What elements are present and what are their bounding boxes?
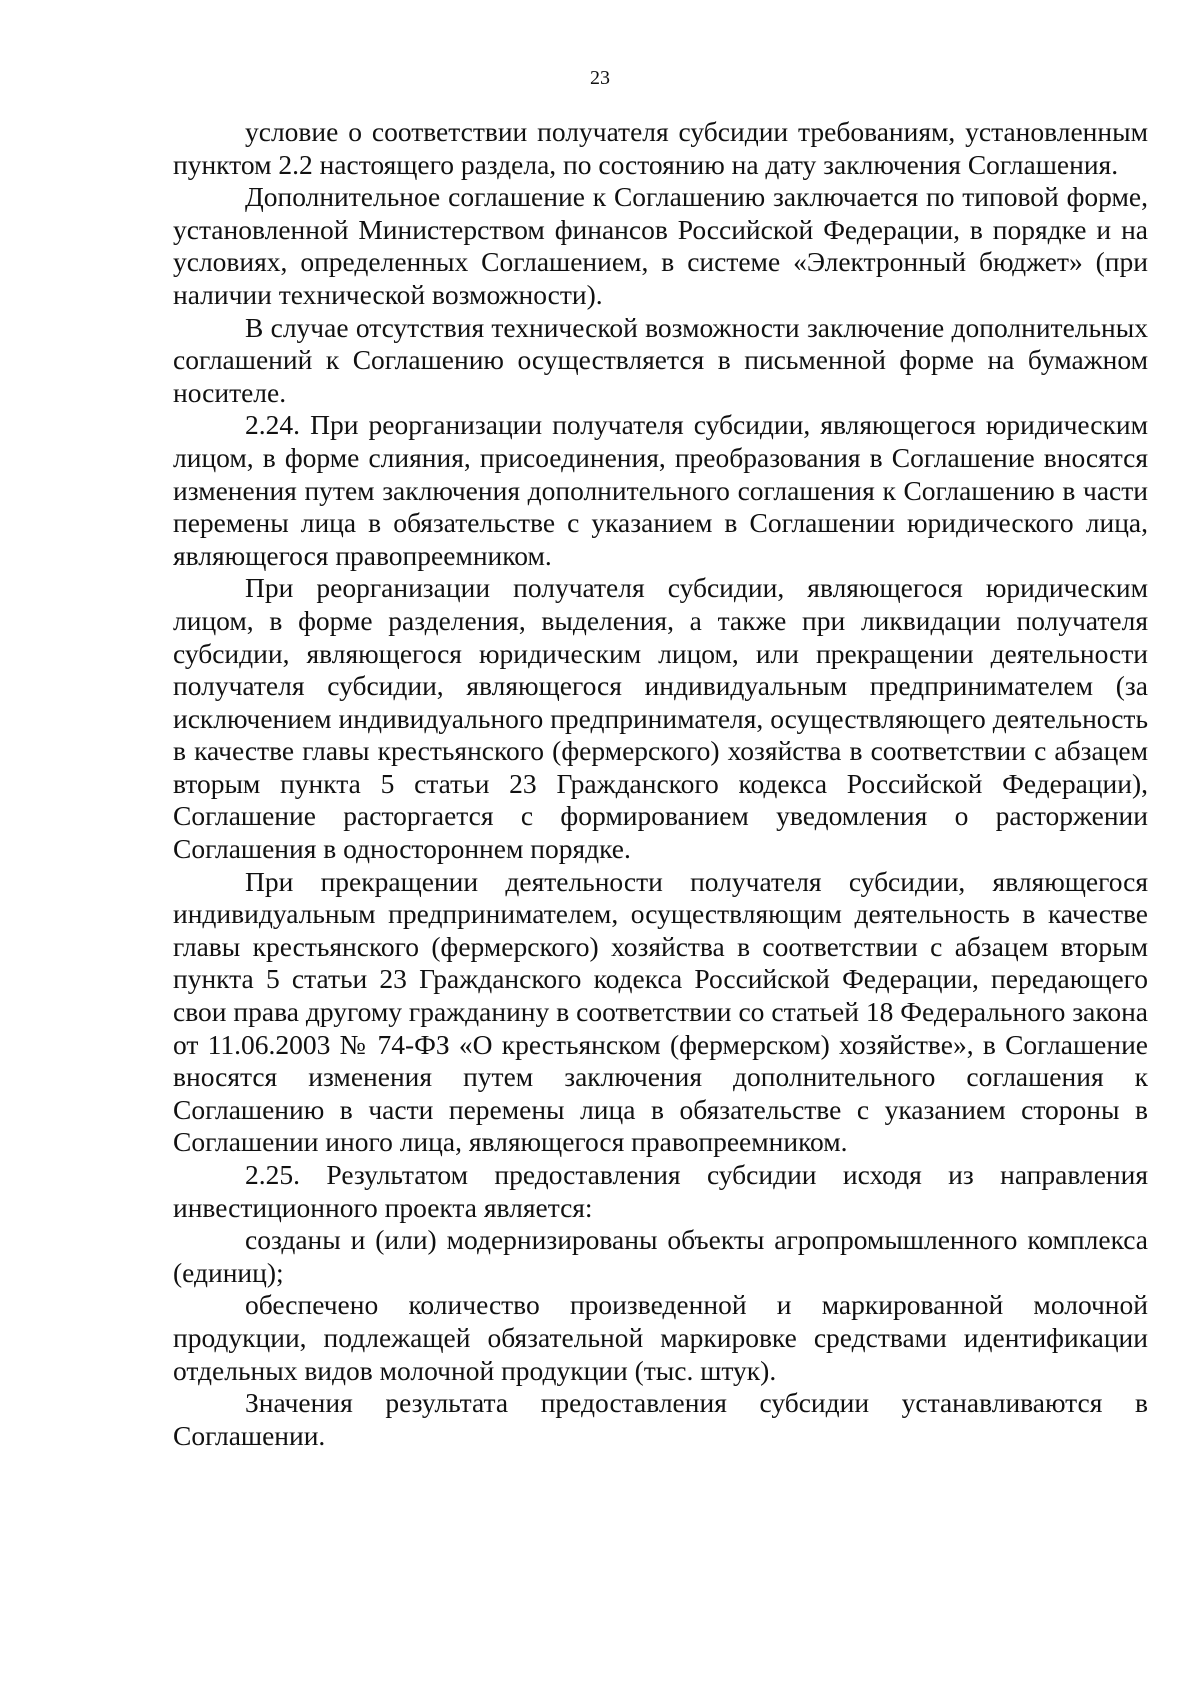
paragraph-paper-form: В случае отсутствия технической возможности заключение дополнительных соглашений к Соглашению осуществляется в письменной форме на бумажном носителе. xyxy=(173,311,1148,408)
paragraph-termination-on-reorganization: При реорганизации получателя субсидии, являющегося юридическим лицом, в форме разделения, выделения, а также при ликвидации получателя субсидии, являющегося юридическим лицом, или прекращении деятельности получателя субсидии, являющегося индивидуальным предпринимателем (за исключением индивидуального предпринимателя, осуществляющего деятельность в качестве главы крестьянского (фермерского) хозяйства в соответствии с абзацем вторым пункта 5 статьи 23 Гражданского кодекса Российской Федерации), Соглашение расторгается с формированием уведомления о расторжении Соглашения в одностороннем порядке. xyxy=(173,572,1148,865)
paragraph-result-values: Значения результата предоставления субсидии устанавливаются в Соглашении. xyxy=(173,1387,1148,1451)
document-body xyxy=(173,116,1148,1452)
paragraph-result-dairy-products: обеспечено количество произведенной и маркированной молочной продукции, подлежащей обязательной маркировке средствами идентификации отдельных видов молочной продукции (тыс. штук). xyxy=(173,1289,1148,1386)
paragraph-2-25-result: 2.25. Результатом предоставления субсидии исходя из направления инвестиционного проекта является: xyxy=(173,1159,1148,1223)
paragraph-result-facilities: созданы и (или) модернизированы объекты агропромышленного комплекса (единиц); xyxy=(173,1224,1148,1288)
paragraph-2-24-reorganization: 2.24. При реорганизации получателя субсидии, являющегося юридическим лицом, в форме слияния, присоединения, преобразования в Соглашение вносятся изменения путем заключения дополнительного соглашения к Соглашению в части перемены лица в обязательстве с указанием в Соглашении юридического лица, являющегося правопреемником. xyxy=(173,409,1148,571)
paragraph-farm-head-transfer: При прекращении деятельности получателя субсидии, являющегося индивидуальным предпринимателем, осуществляющим деятельность в качестве главы крестьянского (фермерского) хозяйства в соответствии с абзацем вторым пункта 5 статьи 23 Гражданского кодекса Российской Федерации, передающего свои права другому гражданину в соответствии со статьей 18 Федерального закона от 11.06.2003 № 74-ФЗ «О крестьянском (фермерском) хозяйстве», в Соглашение вносятся изменения путем заключения дополнительного соглашения к Соглашению в части перемены лица в обязательстве с указанием стороны в Соглашении иного лица, являющегося правопреемником. xyxy=(173,865,1148,1158)
paragraph-recipient-condition: условие о соответствии получателя субсидии требованиям, установленным пунктом 2.2 настоящего раздела, по состоянию на дату заключения Соглашения. xyxy=(173,116,1148,180)
page-number: 23 xyxy=(590,67,610,89)
paragraph-additional-agreement: Дополнительное соглашение к Соглашению заключается по типовой форме, установленной Министерством финансов Российской Федерации, в порядке и на условиях, определенных Соглашением, в системе «Электронный бюджет» (при наличии технической возможности). xyxy=(173,181,1148,310)
